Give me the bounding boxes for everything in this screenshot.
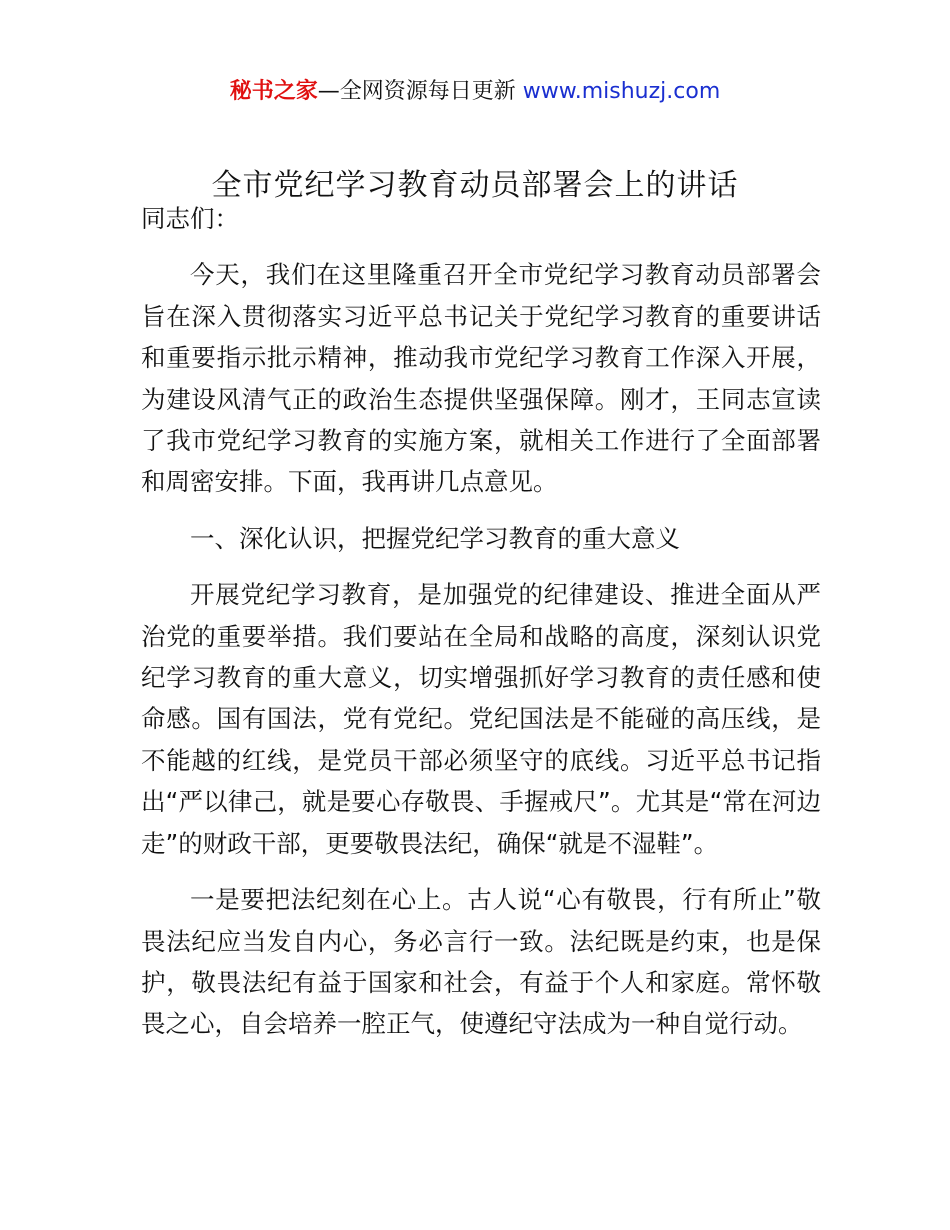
site-url-link[interactable]: www.mishuzj.com [522, 79, 721, 104]
section-heading-1: 一、深化认识，把握党纪学习教育的重大意义 [190, 523, 680, 553]
paragraph-point-1: 一是要把法纪刻在心上。古人说“心有敬畏，行有所止”敬畏法纪应当发自内心，务必言行一致。法纪既是约束，也是保护，敬畏法纪有益于国家和社会，有益于个人和家庭。常怀敬畏之心，自会培养一腔正气，使遵纪守法成为一种自觉行动。 [141, 885, 821, 1039]
brand-name: 秘书之家 [229, 79, 318, 104]
paragraph-intro: 今天，我们在这里隆重召开全市党纪学习教育动员部署会旨在深入贯彻落实习近平总书记关于党纪学习教育的重要讲话和重要指示批示精神，推动我市党纪学习教育工作深入开展，为建设风清气正的政治生态提供坚强保障。刚才，王同志宣读了我市党纪学习教育的实施方案，就相关工作进行了全面部署和周密安排。下面，我再讲几点意见。 [141, 260, 821, 497]
salutation: 同志们： [141, 204, 239, 233]
document-body [141, 198, 821, 1060]
header-slogan: —全网资源每日更新 [317, 79, 516, 104]
document-title: 全市党纪学习教育动员部署会上的讲话 [211, 168, 739, 203]
site-header [0, 76, 950, 108]
paragraph-significance: 开展党纪学习教育，是加强党的纪律建设、推进全面从严治党的重要举措。我们要站在全局和战略的高度，深刻认识党纪学习教育的重大意义，切实增强抓好学习教育的责任感和使命感。国有国法，党有党纪。党纪国法是不能碰的高压线，是不能越的红线，是党员干部必须坚守的底线。习近平总书记指出“严以律己，就是要心存敬畏、手握戒尺”。尤其是“常在河边走”的财政干部，更要敬畏法纪，确保“就是不湿鞋”。 [141, 580, 821, 858]
